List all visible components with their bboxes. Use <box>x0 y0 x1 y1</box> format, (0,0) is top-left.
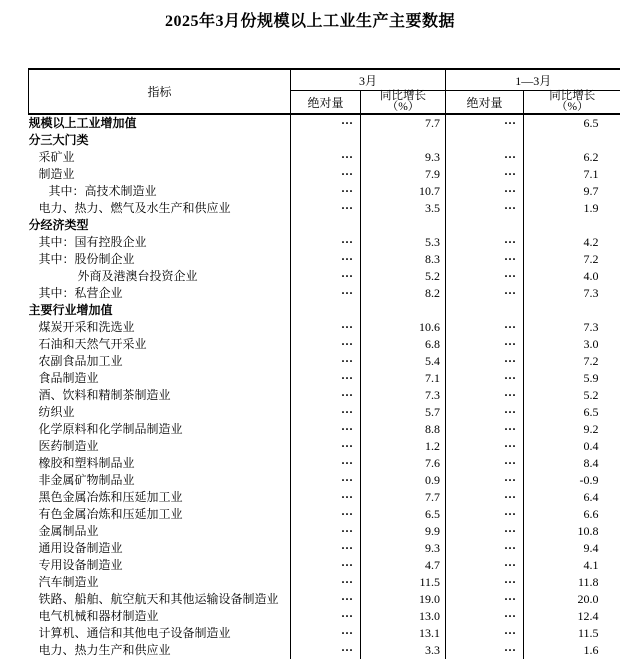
table-row <box>29 302 620 319</box>
march-absolute: ··· <box>291 472 361 489</box>
table-row <box>29 217 620 234</box>
march-growth <box>361 302 446 319</box>
col-header-indicator: 指标 <box>29 69 291 114</box>
table-row <box>29 642 620 659</box>
janmar-growth <box>524 217 620 234</box>
janmar-absolute: ··· <box>446 421 524 438</box>
industrial-production-table <box>28 68 620 659</box>
march-absolute: ··· <box>291 642 361 659</box>
march-absolute: ··· <box>291 234 361 251</box>
janmar-absolute: ··· <box>446 370 524 387</box>
table-row <box>29 489 620 506</box>
janmar-growth <box>524 132 620 149</box>
march-absolute: ··· <box>291 608 361 625</box>
table-row <box>29 200 620 217</box>
march-absolute: ··· <box>291 489 361 506</box>
table-row <box>29 472 620 489</box>
table-row <box>29 132 620 149</box>
janmar-growth: 9.7 <box>524 183 620 200</box>
table-row <box>29 540 620 557</box>
march-absolute: ··· <box>291 114 361 132</box>
indicator-label: 有色金属冶炼和压延加工业 <box>38 507 183 521</box>
janmar-growth: 12.4 <box>524 608 620 625</box>
march-growth: 8.2 <box>361 285 446 302</box>
janmar-absolute: ··· <box>446 523 524 540</box>
table-row <box>29 591 620 608</box>
march-growth: 1.2 <box>361 438 446 455</box>
indicator-label: 铁路、船舶、航空航天和其他运输设备制造业 <box>38 592 279 606</box>
march-absolute: ··· <box>291 540 361 557</box>
indicator-label: 石油和天然气开采业 <box>38 337 147 351</box>
march-growth: 9.3 <box>361 540 446 557</box>
janmar-absolute: ··· <box>446 387 524 404</box>
indicator-label: 主要行业增加值 <box>28 303 113 317</box>
janmar-absolute: ··· <box>446 540 524 557</box>
janmar-growth: 6.4 <box>524 489 620 506</box>
janmar-absolute: ··· <box>446 268 524 285</box>
march-absolute: ··· <box>291 455 361 472</box>
janmar-absolute: ··· <box>446 114 524 132</box>
march-absolute <box>291 132 361 149</box>
march-absolute: ··· <box>291 574 361 591</box>
march-growth: 10.7 <box>361 183 446 200</box>
janmar-growth: 7.3 <box>524 285 620 302</box>
growth-label: 同比增长 <box>380 90 426 102</box>
col-header-janmar-absolute: 绝对量 <box>446 91 524 115</box>
indicator-label: 其中：国有控股企业 <box>38 235 147 249</box>
indicator-label: 酒、饮料和精制茶制造业 <box>38 388 171 402</box>
janmar-absolute <box>446 302 524 319</box>
march-absolute: ··· <box>291 268 361 285</box>
janmar-absolute: ··· <box>446 506 524 523</box>
march-absolute <box>291 217 361 234</box>
march-absolute: ··· <box>291 251 361 268</box>
indicator-label: 非金属矿物制品业 <box>38 473 135 487</box>
header-row-groups <box>29 69 620 91</box>
janmar-growth: 9.4 <box>524 540 620 557</box>
march-growth: 8.8 <box>361 421 446 438</box>
march-growth: 7.6 <box>361 455 446 472</box>
janmar-growth: 6.5 <box>524 404 620 421</box>
march-absolute: ··· <box>291 285 361 302</box>
col-group-jan-march: 1—3月 <box>446 69 620 91</box>
march-growth: 13.1 <box>361 625 446 642</box>
march-absolute: ··· <box>291 404 361 421</box>
janmar-absolute <box>446 217 524 234</box>
march-growth: 3.5 <box>361 200 446 217</box>
janmar-growth: 5.9 <box>524 370 620 387</box>
janmar-absolute: ··· <box>446 574 524 591</box>
indicator-label: 金属制品业 <box>38 524 99 538</box>
janmar-absolute: ··· <box>446 455 524 472</box>
march-growth: 9.9 <box>361 523 446 540</box>
janmar-growth: 8.4 <box>524 455 620 472</box>
indicator-label: 化学原料和化学制品制造业 <box>38 422 183 436</box>
indicator-label: 专用设备制造业 <box>38 558 123 572</box>
march-absolute: ··· <box>291 591 361 608</box>
table-row <box>29 557 620 574</box>
table-row <box>29 234 620 251</box>
janmar-absolute: ··· <box>446 557 524 574</box>
indicator-label: 分三大门类 <box>28 133 89 147</box>
indicator-label: 其中：股份制企业 <box>38 252 135 266</box>
janmar-growth: 20.0 <box>524 591 620 608</box>
indicator-label: 分经济类型 <box>28 218 89 232</box>
table-row <box>29 149 620 166</box>
march-absolute: ··· <box>291 319 361 336</box>
indicator-label: 外商及港澳台投资企业 <box>77 269 198 283</box>
march-growth: 6.8 <box>361 336 446 353</box>
march-absolute: ··· <box>291 200 361 217</box>
janmar-absolute: ··· <box>446 166 524 183</box>
indicator-label: 电力、热力、燃气及水生产和供应业 <box>38 201 231 215</box>
janmar-absolute: ··· <box>446 472 524 489</box>
janmar-absolute: ··· <box>446 608 524 625</box>
march-absolute: ··· <box>291 336 361 353</box>
indicator-label: 通用设备制造业 <box>38 541 123 555</box>
table-row <box>29 251 620 268</box>
march-growth: 11.5 <box>361 574 446 591</box>
janmar-growth: 10.8 <box>524 523 620 540</box>
march-growth: 5.7 <box>361 404 446 421</box>
table-row <box>29 574 620 591</box>
janmar-absolute: ··· <box>446 625 524 642</box>
janmar-growth: 4.2 <box>524 234 620 251</box>
janmar-growth: 4.0 <box>524 268 620 285</box>
table-row <box>29 523 620 540</box>
march-absolute: ··· <box>291 523 361 540</box>
table-row <box>29 370 620 387</box>
janmar-growth: 0.4 <box>524 438 620 455</box>
march-absolute: ··· <box>291 183 361 200</box>
growth-unit: （%） <box>555 101 589 113</box>
march-absolute: ··· <box>291 166 361 183</box>
indicator-label: 医药制造业 <box>38 439 99 453</box>
janmar-growth: 6.5 <box>524 114 620 132</box>
march-growth: 7.3 <box>361 387 446 404</box>
indicator-label: 电力、热力生产和供应业 <box>38 643 171 657</box>
indicator-label: 纺织业 <box>38 405 75 419</box>
march-growth: 5.3 <box>361 234 446 251</box>
col-header-march-absolute: 绝对量 <box>291 91 361 115</box>
table-row <box>29 625 620 642</box>
table-row <box>29 455 620 472</box>
march-absolute: ··· <box>291 421 361 438</box>
march-growth: 0.9 <box>361 472 446 489</box>
table-row <box>29 336 620 353</box>
march-absolute <box>291 302 361 319</box>
indicator-label: 橡胶和塑料制品业 <box>38 456 135 470</box>
march-growth: 7.1 <box>361 370 446 387</box>
col-header-march-growth <box>361 91 446 115</box>
janmar-growth: 11.8 <box>524 574 620 591</box>
janmar-absolute: ··· <box>446 251 524 268</box>
table-row <box>29 421 620 438</box>
janmar-absolute: ··· <box>446 285 524 302</box>
table-row <box>29 183 620 200</box>
march-growth <box>361 132 446 149</box>
janmar-absolute: ··· <box>446 149 524 166</box>
march-growth: 7.9 <box>361 166 446 183</box>
table-row <box>29 268 620 285</box>
march-absolute: ··· <box>291 387 361 404</box>
col-header-janmar-growth <box>524 91 620 115</box>
janmar-growth: 5.2 <box>524 387 620 404</box>
march-absolute: ··· <box>291 506 361 523</box>
janmar-absolute: ··· <box>446 200 524 217</box>
march-absolute: ··· <box>291 438 361 455</box>
march-absolute: ··· <box>291 557 361 574</box>
table-row <box>29 353 620 370</box>
march-growth: 19.0 <box>361 591 446 608</box>
report-title: 2025年3月份规模以上工业生产主要数据 <box>164 13 455 30</box>
indicator-label: 规模以上工业增加值 <box>28 116 137 130</box>
table-header <box>29 69 620 114</box>
indicator-label: 其中：私营企业 <box>38 286 123 300</box>
table-row <box>29 608 620 625</box>
col-group-march: 3月 <box>291 69 446 91</box>
janmar-absolute: ··· <box>446 404 524 421</box>
march-growth <box>361 217 446 234</box>
table-body <box>29 114 620 659</box>
janmar-growth: 1.6 <box>524 642 620 659</box>
march-growth: 8.3 <box>361 251 446 268</box>
janmar-growth: 6.2 <box>524 149 620 166</box>
indicator-label: 制造业 <box>38 167 75 181</box>
janmar-growth: 7.3 <box>524 319 620 336</box>
table-row <box>29 438 620 455</box>
indicator-label: 农副食品加工业 <box>38 354 123 368</box>
indicator-label: 食品制造业 <box>38 371 99 385</box>
janmar-absolute: ··· <box>446 438 524 455</box>
indicator-label: 采矿业 <box>38 150 75 164</box>
janmar-growth <box>524 302 620 319</box>
march-growth: 9.3 <box>361 149 446 166</box>
janmar-absolute: ··· <box>446 489 524 506</box>
janmar-growth: 3.0 <box>524 336 620 353</box>
growth-unit: （%） <box>386 101 420 113</box>
table-row <box>29 387 620 404</box>
table-row <box>29 166 620 183</box>
janmar-growth: 4.1 <box>524 557 620 574</box>
table-row <box>29 319 620 336</box>
janmar-growth: 7.1 <box>524 166 620 183</box>
janmar-absolute: ··· <box>446 591 524 608</box>
janmar-absolute: ··· <box>446 353 524 370</box>
march-absolute: ··· <box>291 625 361 642</box>
march-absolute: ··· <box>291 353 361 370</box>
janmar-growth: 7.2 <box>524 251 620 268</box>
table-row <box>29 506 620 523</box>
janmar-growth: 9.2 <box>524 421 620 438</box>
growth-label: 同比增长 <box>549 90 596 102</box>
janmar-absolute: ··· <box>446 642 524 659</box>
janmar-growth: 11.5 <box>524 625 620 642</box>
march-growth: 7.7 <box>361 489 446 506</box>
march-absolute: ··· <box>291 149 361 166</box>
janmar-absolute: ··· <box>446 319 524 336</box>
indicator-label: 电气机械和器材制造业 <box>38 609 159 623</box>
indicator-label: 其中：高技术制造业 <box>48 184 157 198</box>
march-growth: 4.7 <box>361 557 446 574</box>
march-growth: 3.3 <box>361 642 446 659</box>
janmar-absolute <box>446 132 524 149</box>
table-row <box>29 404 620 421</box>
indicator-label: 计算机、通信和其他电子设备制造业 <box>38 626 231 640</box>
janmar-absolute: ··· <box>446 183 524 200</box>
march-growth: 5.4 <box>361 353 446 370</box>
march-growth: 10.6 <box>361 319 446 336</box>
indicator-label: 汽车制造业 <box>38 575 99 589</box>
march-growth: 7.7 <box>361 114 446 132</box>
janmar-growth: 6.6 <box>524 506 620 523</box>
indicator-label: 煤炭开采和洗选业 <box>38 320 135 334</box>
janmar-absolute: ··· <box>446 234 524 251</box>
march-growth: 6.5 <box>361 506 446 523</box>
march-growth: 5.2 <box>361 268 446 285</box>
janmar-absolute: ··· <box>446 336 524 353</box>
janmar-growth: -0.9 <box>524 472 620 489</box>
march-absolute: ··· <box>291 370 361 387</box>
janmar-growth: 1.9 <box>524 200 620 217</box>
table-row <box>29 114 620 132</box>
march-growth: 13.0 <box>361 608 446 625</box>
janmar-growth: 7.2 <box>524 353 620 370</box>
table-row <box>29 285 620 302</box>
indicator-label: 黑色金属冶炼和压延加工业 <box>38 490 183 504</box>
